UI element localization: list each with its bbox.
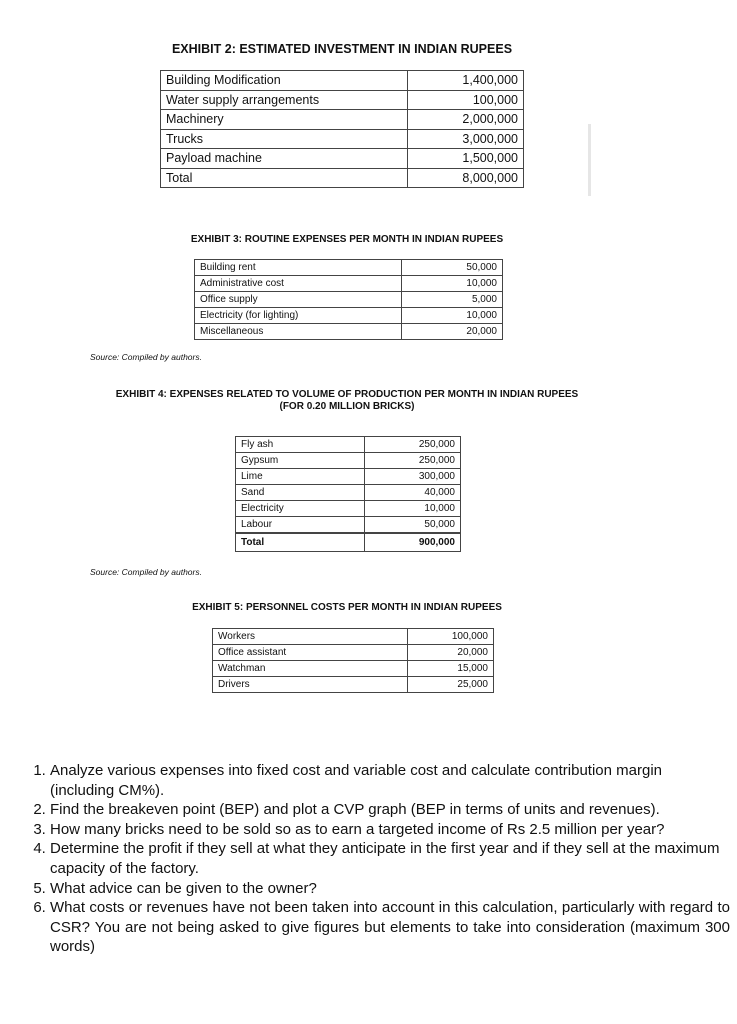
table-row (213, 629, 494, 645)
table-row (161, 90, 524, 110)
table-row (213, 661, 494, 677)
table-row (236, 453, 461, 469)
question-4: 4. Determine the profit if they sell at what they anticipate in the first year and if they sell at the maximum capacity of the factory. (50, 839, 730, 878)
exhibit-2-table (160, 70, 524, 188)
table-row (195, 308, 503, 324)
row-value: 10,000 (402, 276, 503, 292)
row-label: Total (161, 168, 408, 188)
question-3: 3. How many bricks need to be sold so as to earn a targeted income of Rs 2.5 million per year? (50, 820, 730, 840)
row-label: Water supply arrangements (161, 90, 408, 110)
question-1: 1. Analyze various expenses into fixed cost and variable cost and calculate contribution margin (including CM%). (50, 761, 730, 800)
row-label: Office supply (195, 292, 402, 308)
row-label: Gypsum (236, 453, 365, 469)
table-row (236, 501, 461, 517)
row-value: 1,500,000 (408, 149, 524, 169)
table-row (195, 260, 503, 276)
questions-list (22, 761, 730, 957)
table-row (161, 149, 524, 169)
table-row (161, 110, 524, 130)
table-row (195, 276, 503, 292)
row-label: Payload machine (161, 149, 408, 169)
table-row (161, 129, 524, 149)
row-value: 250,000 (365, 453, 461, 469)
table-row (213, 677, 494, 693)
exhibit-2-title: EXHIBIT 2: ESTIMATED INVESTMENT IN INDIAN RUPEES (171, 42, 513, 56)
question-5: 5. What advice can be given to the owner? (50, 879, 730, 899)
exhibit-3-source: Source: Compiled by authors. (90, 352, 202, 362)
row-label: Watchman (213, 661, 408, 677)
row-value: 10,000 (402, 308, 503, 324)
row-value: 40,000 (365, 485, 461, 501)
table-row (236, 469, 461, 485)
row-label: Administrative cost (195, 276, 402, 292)
table-row (236, 485, 461, 501)
exhibit-3-table (194, 259, 503, 340)
row-label: Building rent (195, 260, 402, 276)
row-label: Workers (213, 629, 408, 645)
row-label: Electricity (for lighting) (195, 308, 402, 324)
table-row (236, 517, 461, 534)
question-6: 6. What costs or revenues have not been taken into account in this calculation, particularly with regard to CSR? You are not being asked to give figures but elements to take into consideration (maximum 300 words) (50, 898, 730, 957)
exhibit-4-title (0, 389, 694, 413)
row-label: Machinery (161, 110, 408, 130)
row-label: Office assistant (213, 645, 408, 661)
exhibit-4-title-line2: (FOR 0.20 MILLION BRICKS) (279, 401, 415, 412)
exhibit-4-table (235, 436, 461, 552)
exhibit-4-title-line1: EXHIBIT 4: EXPENSES RELATED TO VOLUME OF PRODUCTION PER MONTH IN INDIAN RUPEES (115, 389, 579, 400)
row-label: Labour (236, 517, 365, 534)
table-row (195, 324, 503, 340)
row-value: 100,000 (408, 629, 494, 645)
table-row-total (236, 533, 461, 552)
exhibit-5-table (212, 628, 494, 693)
total-value: 900,000 (365, 533, 461, 552)
row-value: 100,000 (408, 90, 524, 110)
row-value: 3,000,000 (408, 129, 524, 149)
row-value: 50,000 (365, 517, 461, 534)
table-row (161, 71, 524, 91)
row-label: Sand (236, 485, 365, 501)
row-value: 10,000 (365, 501, 461, 517)
margin-divider (588, 124, 591, 196)
row-label: Trucks (161, 129, 408, 149)
table-row (195, 292, 503, 308)
row-label: Electricity (236, 501, 365, 517)
row-value: 8,000,000 (408, 168, 524, 188)
exhibit-5-title: EXHIBIT 5: PERSONNEL COSTS PER MONTH IN INDIAN RUPEES (192, 602, 502, 613)
row-value: 50,000 (402, 260, 503, 276)
row-value: 25,000 (408, 677, 494, 693)
row-label: Lime (236, 469, 365, 485)
row-label: Building Modification (161, 71, 408, 91)
exhibit-3-title: EXHIBIT 3: ROUTINE EXPENSES PER MONTH IN INDIAN RUPEES (190, 234, 504, 245)
row-value: 15,000 (408, 661, 494, 677)
exhibit-4-source: Source: Compiled by authors. (90, 567, 202, 577)
table-row (213, 645, 494, 661)
row-value: 300,000 (365, 469, 461, 485)
table-row-total (161, 168, 524, 188)
row-value: 1,400,000 (408, 71, 524, 91)
row-value: 5,000 (402, 292, 503, 308)
row-label: Fly ash (236, 437, 365, 453)
question-2: 2. Find the breakeven point (BEP) and plot a CVP graph (BEP in terms of units and revenues). (50, 800, 730, 820)
row-value: 2,000,000 (408, 110, 524, 130)
row-value: 20,000 (408, 645, 494, 661)
row-value: 250,000 (365, 437, 461, 453)
total-label: Total (236, 533, 365, 552)
table-row (236, 437, 461, 453)
row-label: Miscellaneous (195, 324, 402, 340)
row-value: 20,000 (402, 324, 503, 340)
row-label: Drivers (213, 677, 408, 693)
